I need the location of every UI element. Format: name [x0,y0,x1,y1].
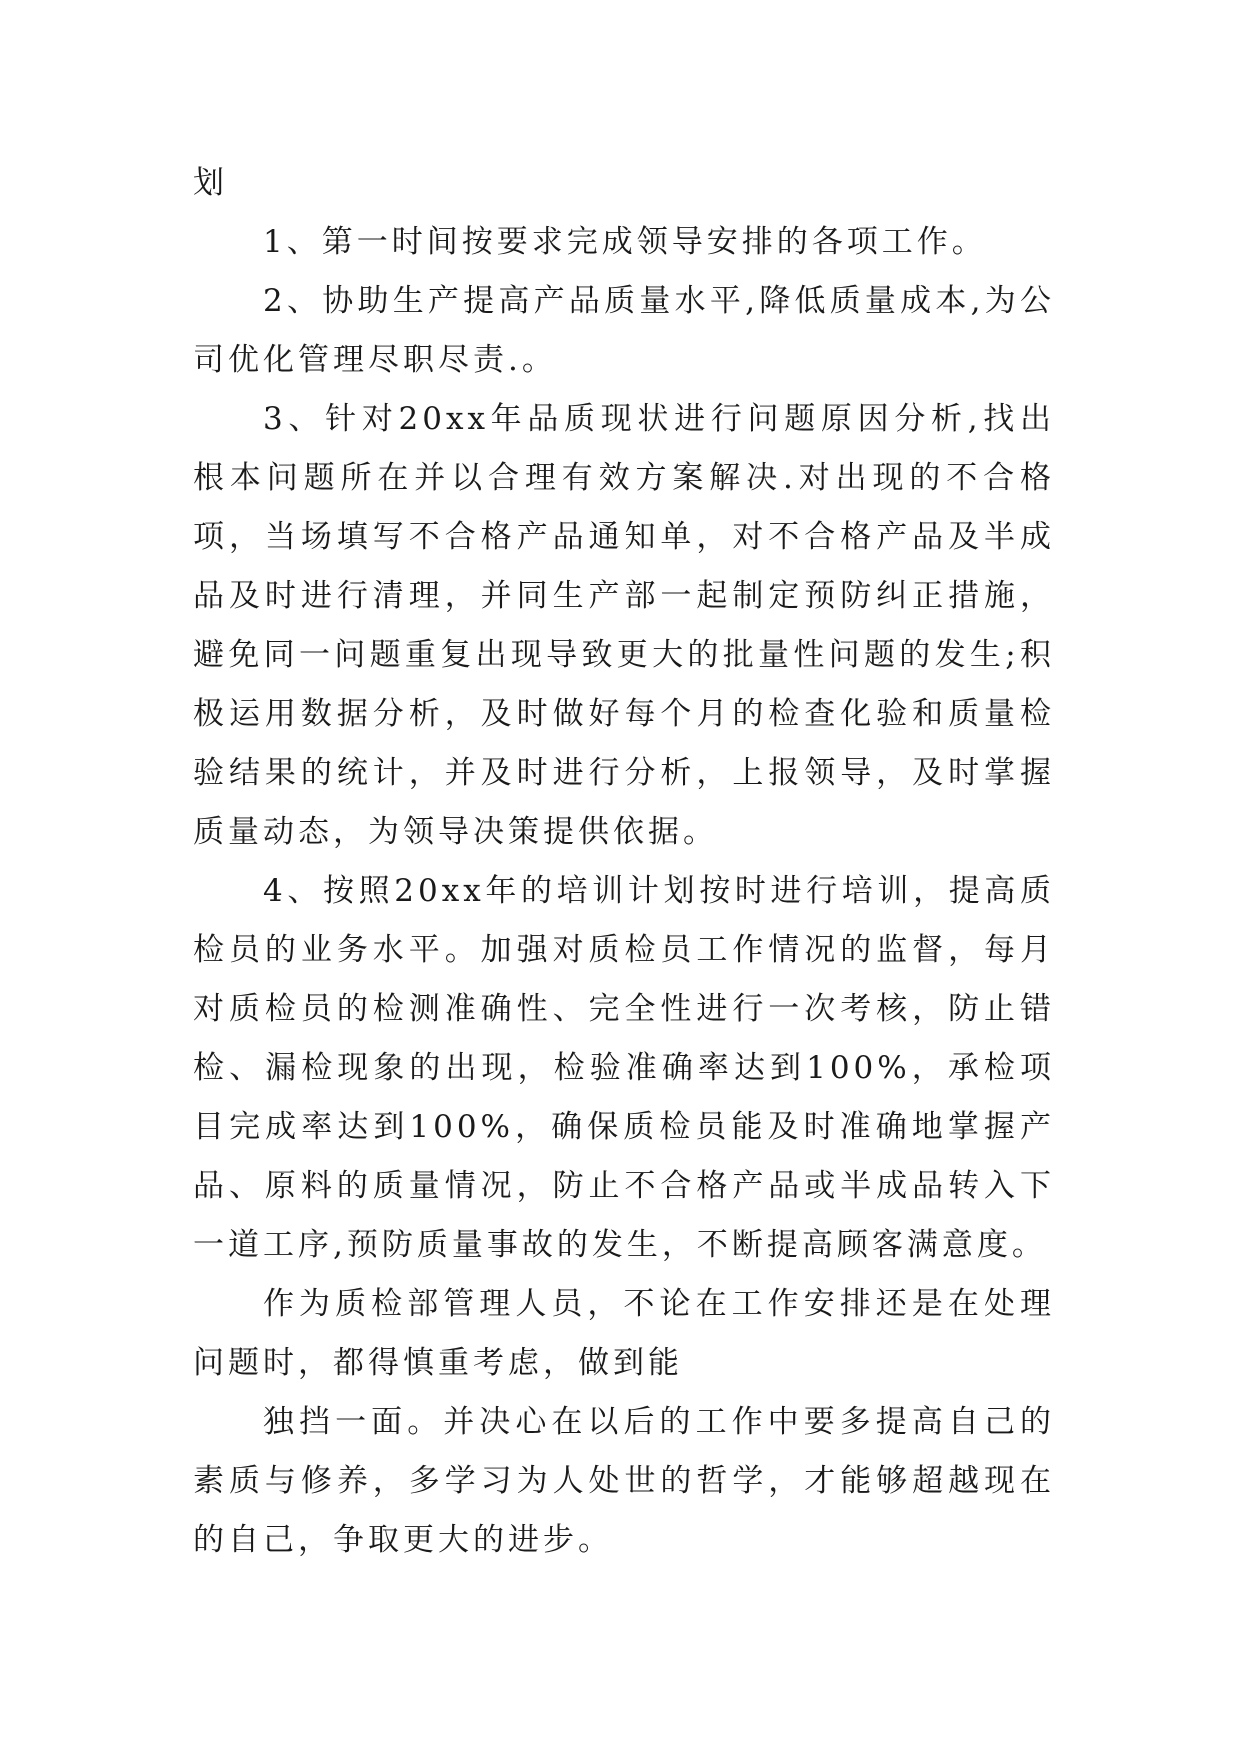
paragraph-text: 划 [193,165,228,201]
paragraph-text: 2、协助生产提高产品质量水平,降低质量成本,为公司优化管理尽职尽责.。 [193,283,1055,378]
paragraph-text: 1、第一时间按要求完成领导安排的各项工作。 [263,224,987,260]
paragraph-closing-1 [193,1275,1055,1393]
paragraph-item-4 [193,862,1055,1275]
paragraph-closing-2 [193,1393,1055,1570]
paragraph-item-3 [193,390,1055,862]
paragraph-fragment [193,154,1055,213]
paragraph-text: 独挡一面。并决心在以后的工作中要多提高自己的素质与修养，多学习为人处世的哲学，才能够超越现在的自己，争取更大的进步。 [193,1404,1055,1558]
paragraph-text: 4、按照20xx年的培训计划按时进行培训，提高质检员的业务水平。加强对质检员工作情况的监督，每月对质检员的检测准确性、完全性进行一次考核，防止错检、漏检现象的出现，检验准确率达到100%，承检项目完成率达到100%，确保质检员能及时准确地掌握产品、原料的质量情况，防止不合格产品或半成品转入下一道工序,预防质量事故的发生，不断提高顾客满意度。 [193,873,1055,1263]
paragraph-text: 作为质检部管理人员，不论在工作安排还是在处理问题时，都得慎重考虑，做到能 [193,1286,1055,1381]
paragraph-item-2 [193,272,1055,390]
paragraph-text: 3、针对20xx年品质现状进行问题原因分析,找出根本问题所在并以合理有效方案解决.对出现的不合格项，当场填写不合格产品通知单，对不合格产品及半成品及时进行清理，并同生产部一起制定预防纠正措施，避免同一问题重复出现导致更大的批量性问题的发生;积极运用数据分析，及时做好每个月的检查化验和质量检验结果的统计，并及时进行分析，上报领导，及时掌握质量动态，为领导决策提供依据。 [193,401,1055,850]
paragraph-item-1 [193,213,1055,272]
